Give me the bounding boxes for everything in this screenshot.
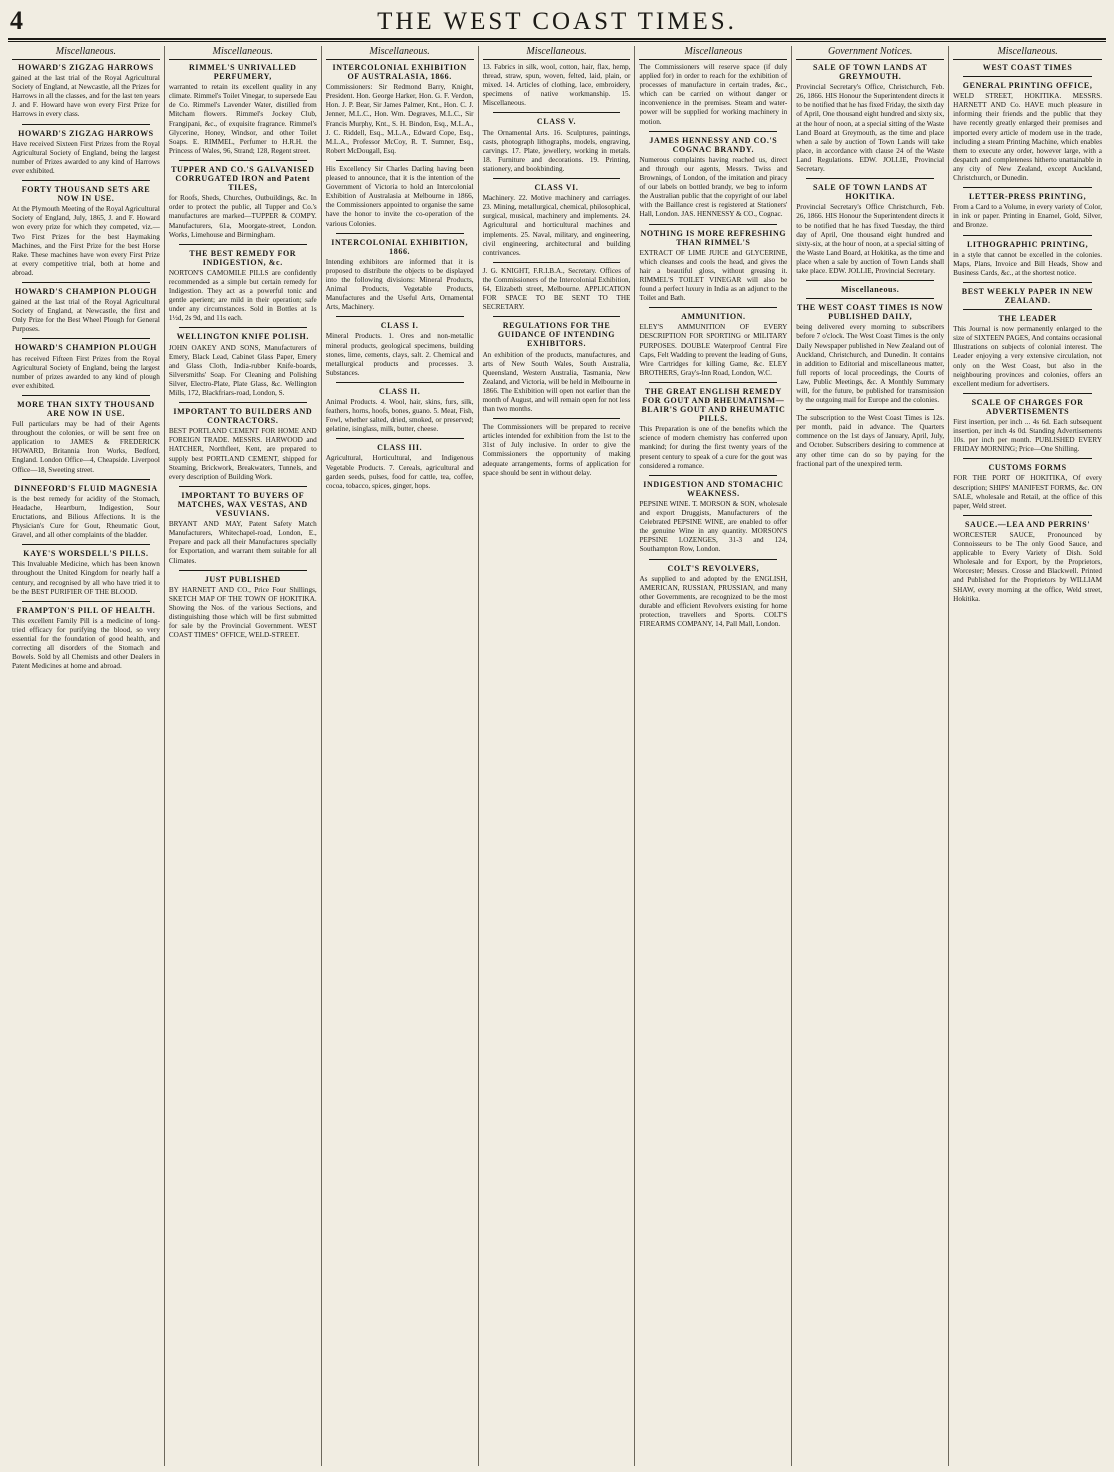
advert-separator <box>179 244 307 245</box>
advert-separator <box>179 486 307 487</box>
column-3 <box>322 46 479 1466</box>
advert-text: Numerous complaints having reached us, direct and through our agents, Messrs. Twiss and Brownings, of London, of the imitation and piracy of our labels on bottled brandy, we beg to inform the Australian public that the copyright of our label with the Baillance crest is registered at Stationers' Hall, London. JAS. HENNESSY & CO., Cognac. <box>639 155 788 219</box>
advert-heading: IMPORTANT TO BUYERS OF MATCHES, WAX VESTAS, AND VESUVIANS. <box>177 490 308 519</box>
advert-heading: CLASS V. <box>536 117 577 127</box>
column-header: Miscellaneous. <box>12 46 160 60</box>
advert-heading: DINNEFORD'S FLUID MAGNESIA <box>14 483 158 493</box>
advert-heading: SALE OF TOWN LANDS AT GREYMOUTH. <box>812 63 928 82</box>
advert-separator <box>963 187 1092 188</box>
advert-text: for Roofs, Sheds, Churches, Outbuildings, &c. In order to protect the public, all Tupper and Co.'s manufactures are marked—TUPPER & COMPY. Manufacturers, 61a, Moorgate-street, London. Works, Limehouse and Birmingham. <box>168 194 317 239</box>
advert-separator <box>649 131 777 132</box>
advert-text: This Journal is now permanently enlarged to the size of SIXTEEN PAGES, And contains occasional Illustrations on subjects of colonial interest. The Leader enjoying a very extensive circulation, not only on the West Coast, but also in the neighbouring provinces and colonies, offers an excellent medium for advertisers. <box>953 325 1103 388</box>
advert-separator <box>22 282 150 283</box>
advert-heading: SAUCE.—LEA AND PERRINS' <box>965 519 1091 529</box>
advert-text: As supplied to and adopted by the ENGLISH, AMERICAN, RUSSIAN, PRUSSIAN, and many other Governments, are recognized to be the most durable and efficient Revolvers existing for home protection, travellers and Sports. COLT'S FIREARMS COMPANY, 14, Pall Mall, London. <box>639 574 788 629</box>
column-header: Miscellaneous <box>639 46 787 60</box>
advert-separator <box>649 307 777 308</box>
advert-separator <box>336 233 464 234</box>
advert-separator <box>179 160 307 161</box>
column-5 <box>635 46 792 1466</box>
advert-text: being delivered every morning to subscribers before 7 o'clock. The West Coast Times is the only Daily Newspaper published in New Zealand out of Auckland, Christchurch, and Dunedin. It contains in addition to Editorial and miscellaneous matter, full reports of local proceedings, the Courts of Law, Public Meetings, &c. A Monthly Summary will, for the future, be published for transmission by the outgoing mail for Europe and the colonies. <box>796 323 945 405</box>
advert-heading: THE BEST REMEDY FOR INDIGESTION, &c. <box>189 248 297 267</box>
advert-text: Provincial Secretary's Office Christchurch, Feb. 26, 1866. HIS Honour the Superintendent directs it to be notified that he has fixed Tuesday, the third day of April, One thousand eight hundred and sixty-six, at the hour of noon, at a special sitting of the Waste Land Board, at Hokitika, as the time and place when a sale by auction of Town Lands shall take place. EDW. JOLLIE, Provincial Secretary. <box>796 203 945 275</box>
column-body <box>326 63 474 491</box>
advert-heading: IMPORTANT TO BUILDERS AND CONTRACTORS. <box>173 407 313 426</box>
advert-text: The Commissioners will be prepared to receive articles intended for exhibition from the 1st to the 31st of July inclusive. In order to give the Commissioners the opportunity of making adequate arrangements, forms of application for space should be sent in without delay. <box>482 423 631 477</box>
column-body <box>953 63 1102 604</box>
advert-heading: NOTHING IS MORE REFRESHING THAN RIMMEL'S <box>640 228 787 247</box>
advert-separator <box>336 382 464 383</box>
advert-heading: HOWARD'S CHAMPION PLOUGH <box>14 286 157 296</box>
advert-heading: HOWARD'S ZIGZAG HARROWS <box>18 63 154 72</box>
advert-heading: LITHOGRAPHIC PRINTING, <box>966 239 1089 249</box>
column-header: Miscellaneous. <box>326 46 474 60</box>
advert-heading: INTERCOLONIAL EXHIBITION OF AUSTRALASIA, 1866. <box>332 63 467 82</box>
advert-text: Agricultural, Horticultural, and Indigenous Vegetable Products. 7. Cereals, agricultural and garden seeds, pulses, food for cattle, tea, coffee, cocoa, tobacco, spices, ginger, hops. <box>325 454 474 490</box>
advert-heading: FORTY THOUSAND SETS ARE NOW IN USE. <box>21 185 151 204</box>
advert-text: The Ornamental Arts. 16. Sculptures, paintings, casts, photograph lithographs, models, engraving, carvings. 17. Plate, jewellery, working in metals. 18. Furniture and decorations. 19. Printing, stationery, and bookbinding. <box>482 128 631 173</box>
advert-text: gained at the last trial of the Royal Agricultural Society of England, at Newcastle, the first and Only Prize for the Best Wheel Plough for General Purposes. <box>12 298 160 334</box>
advert-separator <box>963 515 1092 516</box>
columns-container <box>8 46 1106 1466</box>
advert-separator <box>649 475 777 476</box>
advert-separator <box>963 393 1092 394</box>
advert-text: 13. Fabrics in silk, wool, cotton, hair, flax, hemp, thread, straw, spun, woven, felted, laid, plain, or mixed. 14. Articles of clothing, lace, embroidery, specimens of native workmanship. 15. Miscellaneous. <box>482 63 631 108</box>
advert-separator <box>649 382 777 383</box>
advert-heading: JUST PUBLISHED <box>204 574 281 584</box>
advert-separator <box>493 316 621 317</box>
page-number: 4 <box>10 6 23 35</box>
advert-text: His Excellency Sir Charles Darling having been pleased to announce, that it is the intention of the Government of Victoria to hold an Intercolonial Exhibition of Australasia at Melbourne in 1866, the Commissioners appointed to organise the same have the honor to invite the co-operation of the various Colonies. <box>325 164 474 228</box>
advert-text: First insertion, per inch ... 4s 6d. Each subsequent insertion, per inch 4s 0d. Standing Advertisements 10s. per inch per month. PUBLISHED EVERY FRIDAY MORNING; Price—One Shilling. <box>953 418 1103 454</box>
advert-heading: LETTER-PRESS PRINTING, <box>968 192 1087 202</box>
advert-heading: SALE OF TOWN LANDS AT HOKITIKA. <box>812 183 928 202</box>
column-4 <box>479 46 636 1466</box>
advert-text: An exhibition of the products, manufactures, and arts of New South Wales, South Australia, Queensland, Western Australia, Tasmania, New Zealand, and Victoria, will be held in Melbourne in 1866. The Exhibition will open not earlier than the month of August, and will remain open for not less than two months. <box>482 350 631 414</box>
advert-heading: HOWARD'S CHAMPION PLOUGH <box>14 343 157 353</box>
advert-heading: CUSTOMS FORMS <box>988 463 1067 473</box>
advert-text: BRYANT AND MAY, Patent Safety Match Manufacturers, Whitechapel-road, London, E., Prepare and pack all their Manufactures specially for Exportation, and warrant them suitable for all Climates. <box>168 520 317 565</box>
advert-text: BEST PORTLAND CEMENT FOR HOME AND FOREIGN TRADE. MESSRS. HARWOOD and HATCHER, Northfleet, Kent, are prepared to supply best PORTLAND CEMENT, shipped for Steaming, Brickwork, Breakwaters, Tunnels, and every description of Building Work. <box>168 427 317 481</box>
advert-separator <box>963 235 1092 236</box>
advert-heading: JAMES HENNESSY AND CO.'S COGNAC BRANDY. <box>649 135 778 154</box>
advert-text: in a style that cannot be excelled in the colonies. Maps, Plans, Invoice and Bill Heads, Show and Business Cards, &c., at the shortest notice. <box>953 250 1103 277</box>
advert-text: warranted to retain its excellent quality in any climate. Rimmel's Toilet Vinegar, to supersede Eau de Co. Rimmel's Lavender Water, distilled from Mitcham flowers. Rimmel's Jockey Club, Frangipani, &c., of exquisite fragrance. Rimmel's Glycerine, Honey, Windsor, and other Toilet Soaps. E. RIMMEL, Perfumer to H.R.H. the Princess of Wales, 96, Strand; 128, Regent street. <box>168 83 317 155</box>
column-body <box>796 63 944 469</box>
advert-text: Have received Sixteen First Prizes from the Royal Agricultural Society of England, being the largest number of Prizes awarded to any kind of Harrows ever exhibited. <box>12 139 160 175</box>
advert-text: Mineral Products. 1. Ores and non-metallic mineral products, geological specimens, building stones, lime, cements, clays, salt. 2. Chemical and metallurgical products and processes. 3. Substances. <box>325 332 474 377</box>
advert-separator <box>22 124 150 125</box>
advert-text: Provincial Secretary's Office, Christchurch, Feb. 26, 1866. HIS Honour the Superintendent directs it to be notified that he has fixed Friday, the sixth day of April, One thousand eight hundred and sixty six, at the hour of noon, at a special sitting of the Waste Land Board at Greymouth, as the time and place when a sale by auction of Town Lands will take place, in accordance with clause 24 of the Waste Land Regulations. EDW. JOLLIE, Provincial Secretary. <box>796 83 945 174</box>
advert-separator <box>963 309 1092 310</box>
advert-text: J. G. KNIGHT, F.R.I.B.A., Secretary. Offices of the Commissioners of the Intercolonial Exhibition, 64, Elizabeth street, Melbourne. APPLICATION FOR SPACE TO BE SENT TO THE SECRETARY. <box>482 266 631 312</box>
advert-text: The Commissioners will reserve space (if duly applied for) in order to reach for the exhibition of processes of manufacture in certain trades, &c., which can be carried on without danger or inconvenience in the premises. Steam and water-power will be supplied for working machinery in motion. <box>639 63 788 126</box>
column-body <box>639 63 787 629</box>
advert-heading: INTERCOLONIAL EXHIBITION, 1866. <box>331 237 469 256</box>
column-header: Miscellaneous. <box>953 46 1102 60</box>
advert-text: At the Plymouth Meeting of the Royal Agricultural Society of England, July, 1865, J. and F. Howard won every prize for which they competed, viz.—Two First Prizes for the best Haymaking Machines, and the First Prize for the best Horse Rake. These machines have won every First Prize at every competitive trial, both at home and abroad. <box>12 205 160 277</box>
column-body <box>483 63 631 478</box>
advert-separator <box>336 438 464 439</box>
advert-text: EXTRACT OF LIME JUICE and GLYCERINE, which cleanses and cools the head, and gives the hair a beautiful gloss, without greasing it. RIMMEL'S TOILET VINEGAR will also be found a perfect luxury in India as an adjunct to the Toilet and Bath. <box>639 248 788 303</box>
advert-separator <box>22 180 150 181</box>
advert-separator <box>649 559 777 560</box>
newspaper-page <box>8 6 1106 1466</box>
column-body <box>169 63 317 640</box>
advert-separator <box>963 458 1092 459</box>
advert-separator <box>179 327 307 328</box>
advert-heading: FRAMPTON'S PILL OF HEALTH. <box>16 605 156 615</box>
advert-text: Commissioners: Sir Redmond Barry, Knight, President. Hon. George Harker, Hon. G. F. Verdon, Hon. J. P. Bear, Sir James Palmer, Knt., Hon. C. J. Jenner, M.L.C., Hon. Wm. Degraves, M.L.C., Sir Francis Murphy, Knt., S. H. Bindon, Esq., M.L.A., J. C. Riddell, Esq., M.L.A., Edward Cope, Esq., M.L.A., Professor McCoy, R. T. Sumner, Esq., Robert McDougall, Esq. <box>325 83 474 155</box>
advert-separator <box>22 601 150 602</box>
header-rule <box>8 41 1106 42</box>
advert-text: WORCESTER SAUCE, Pronounced by Connoisseurs to be The only Good Sauce, and applicable to Every Variety of Dish. Sold Wholesale and for Export, by the Proprietors, Worcester; Messrs. Crosse and Blackwell. Printed and Published for the Proprietors by WILLIAM SHAW, every morning at the office, Weld street, Hokitika. <box>953 530 1103 603</box>
advert-separator <box>22 338 150 339</box>
advert-heading: BEST WEEKLY PAPER IN NEW ZEALAND. <box>961 286 1094 305</box>
advert-text: This Invaluable Medicine, which has been known throughout the United Kingdom for nearly half a century, and recognised by all who have tried it to be the BEST PURIFIER OF THE BLOOD. <box>12 560 160 596</box>
advert-heading: HOWARD'S ZIGZAG HARROWS <box>18 128 154 138</box>
advert-heading: THE WEST COAST TIMES IS NOW PUBLISHED DAILY, <box>796 303 944 322</box>
advert-heading: REGULATIONS FOR THE GUIDANCE OF INTENDING EXHIBITORS. <box>497 321 616 349</box>
advert-heading: MORE THAN SIXTY THOUSAND ARE NOW IN USE. <box>17 399 155 418</box>
advert-heading: INDIGESTION AND STOMACHIC WEAKNESS. <box>643 479 784 498</box>
advert-heading: CLASS VI. <box>534 183 579 193</box>
advert-heading: KAYE'S WORSDELL'S PILLS. <box>23 549 149 559</box>
advert-heading: THE GREAT ENGLISH REMEDY FOR GOUT AND RHEUMATISM—BLAIR'S GOUT AND RHEUMATIC PILLS. <box>641 386 786 424</box>
advert-text: Full particulars may be had of their Agents throughout the colonies, or will be sent free on application to JAMES & FREDERICK HOWARD, Britannia Iron Works, Bedford, England. London Office—4, Cheapside. Liverpool Office—18, Sweeting street. <box>12 420 160 474</box>
advert-heading: AMMUNITION. <box>681 312 746 322</box>
advert-separator <box>493 262 621 263</box>
advert-separator <box>493 112 621 113</box>
column-body <box>12 63 160 671</box>
advert-separator <box>806 280 934 281</box>
column-1 <box>8 46 165 1466</box>
advert-separator <box>806 298 934 299</box>
advert-separator <box>963 282 1092 283</box>
advert-text: PEPSINE WINE. T. MORSON & SON, wholesale and export Druggists, Manufacturers of the Celebrated PEPSINE WINE, are enabled to offer the genuine Wine in any quantity. MORSON'S PEPSINE LOZENGES, 31-3 and 124, Southampton Row, London. <box>639 499 788 554</box>
advert-text: FOR THE PORT OF HOKITIKA, Of every description; SHIPS' MANIFEST FORMS, &c. ON SALE, wholesale and Retail, at the office of this paper, Weld street. <box>953 474 1103 510</box>
advert-separator <box>22 479 150 480</box>
advert-text: has received Fifteen First Prizes from the Royal Agricultural Society of England, being the largest number of prizes awarded to any kind of plough ever exhibited. <box>12 354 160 390</box>
advert-separator <box>493 178 621 179</box>
advert-separator <box>806 409 934 410</box>
advert-heading: Miscellaneous. <box>841 285 900 295</box>
advert-separator <box>806 178 934 179</box>
column-6 <box>792 46 949 1466</box>
advert-text: Machinery. 22. Motive machinery and carriages. 23. Mining, metallurgical, chemical, philosophical, surgical, musical, machinery and implements. 24. Agricultural and horticultural machines and implements. 25. Naval, military, and engineering, civil engineering, architectural and building contrivances. <box>482 194 631 257</box>
advert-heading: RIMMEL'S UNRIVALLED PERFUMERY, <box>189 63 297 82</box>
advert-text: From a Card to a Volume, in every variety of Color, in ink or paper. Printing in Enamel, Gold, Silver, and Bronze. <box>953 203 1103 230</box>
advert-text: This excellent Family Pill is a medicine of long-tried efficacy for purifying the blood, so very essential for the foundation of good health, and correcting all disorders of the Stomach and Bowels. Sold by all Chemists and other Dealers in Patent Medicines at home and abroad. <box>12 616 160 671</box>
column-2 <box>165 46 322 1466</box>
advert-separator <box>179 570 307 571</box>
masthead <box>8 6 1106 40</box>
advert-text: Animal Products. 4. Wool, hair, skins, furs, silk, feathers, horns, hoofs, bones, guano. 5. Meat, Fish, Fowl, whether salted, dried, smoked, or preserved; gelatine, isinglass, milk, butter, cheese. <box>325 398 474 434</box>
advert-separator <box>336 160 464 161</box>
advert-separator <box>22 544 150 545</box>
advert-text: Intending exhibitors are informed that it is proposed to distribute the objects to be displayed into the following divisions: Mineral Products, Animal Products, Vegetable Products, Manufactures and the Useful Arts, Ornamental Arts, Machinery. <box>325 257 474 312</box>
advert-text: BY HARNETT AND CO., Price Four Shillings, SKETCH MAP OF THE TOWN OF HOKITIKA. Showing the Nos. of the various Sections, and distinguishing those which will be first submitted for sale by the Provincial Government. WEST COAST TIMES" OFFICE, WELD-STREET. <box>168 585 317 640</box>
advert-heading: CLASS II. <box>378 386 421 396</box>
advert-heading: TUPPER AND CO.'S GALVANISED CORRUGATED IRON and Patent TILES, <box>171 164 315 193</box>
advert-text: The subscription to the West Coast Times is 12s. per month, paid in advance. The Quarters commence on the 1st days of January, April, July, and October. Subscribers desiring to commence at any other time can do so by paying for the fractional part of the unexpired term. <box>796 414 945 468</box>
advert-separator <box>336 316 464 317</box>
advert-text: This Preparation is one of the benefits which the science of modern chemistry has conferred upon mankind; for during the first twenty years of the present century to speak of a cure for the gout was considered a romance. <box>639 425 788 470</box>
advert-text: WELD STREET, HOKITIKA. MESSRS. HARNETT AND Co. HAVE much pleasure in informing their friends and the public that they have recently greatly enlarged their premises and imported every article of modern use in the trade, including a steam Printing Machine, which enables them to execute any order, however large, with a despatch and completeness hitherto unattainable in any city of New Zealand, except Auckland, Christchurch, or Dunedin. <box>953 92 1103 183</box>
column-header: Miscellaneous. <box>169 46 317 60</box>
advert-text: NORTON'S CAMOMILE PILLS are confidently recommended as a simple but certain remedy for Indigestion. They act as a powerful tonic and gentle aperient; are mild in their operation; safe under any circumstances. Sold in Bottles at 1s 1½d, 2s 9d, and 11s each. <box>168 268 317 323</box>
advert-heading: CLASS I. <box>380 321 419 331</box>
advert-separator <box>493 418 621 419</box>
advert-heading: CLASS III. <box>377 443 423 453</box>
column-header: Government Notices. <box>796 46 944 60</box>
advert-heading: GENERAL PRINTING OFFICE, <box>962 81 1093 91</box>
advert-heading: COLT'S REVOLVERS, <box>667 563 760 573</box>
column-header: Miscellaneous. <box>483 46 631 60</box>
advert-heading: WELLINGTON KNIFE POLISH. <box>176 332 309 342</box>
advert-separator <box>22 395 150 396</box>
advert-separator <box>179 402 307 403</box>
advert-text: JOHN OAKEY AND SONS, Manufacturers of Emery, Black Lead, Cabinet Glass Paper, Emery and Glass Cloth, India-rubber Knife-boards, Silversmiths' Soap. For Cleaning and Polishing Silver, Electro-Plate, Plate Glass, &c. Wellington Mills, 172, Blackfriars-road, London, S. <box>168 343 317 397</box>
advert-separator <box>649 224 777 225</box>
column-7 <box>949 46 1106 1466</box>
newspaper-title: THE WEST COAST TIMES. <box>377 8 737 35</box>
advert-text: is the best remedy for acidity of the Stomach, Headache, Heartburn, Indigestion, Sour Eructations, and Bilious Affections. It is the Physician's Cure for Gout, Rheumatic Gout, Gravel, and all other complaints of the bladder. <box>12 494 160 540</box>
advert-heading: SCALE OF CHARGES FOR ADVERTISEMENTS <box>971 397 1084 416</box>
advert-heading: THE LEADER <box>998 314 1057 324</box>
advert-text: ELEY'S AMMUNITION OF EVERY DESCRIPTION FOR SPORTING or MILITARY PURPOSES. DOUBLE Waterproof Central Fire Caps, Felt Wadding to prevent the leading of Guns, Wire Cartridges for killing Game, &c. ELEY BROTHERS, Gray's-Inn Road, London, W.C. <box>639 323 788 377</box>
advert-separator <box>963 76 1092 77</box>
advert-heading: WEST COAST TIMES <box>982 63 1073 72</box>
advert-text: gained at the last trial of the Royal Agricultural Society of England, at Newcastle, all the Prizes for Harrows in all the classes, and for the last ten years J. and F. Howard have won every First Prize for Harrows in every class. <box>12 74 160 119</box>
